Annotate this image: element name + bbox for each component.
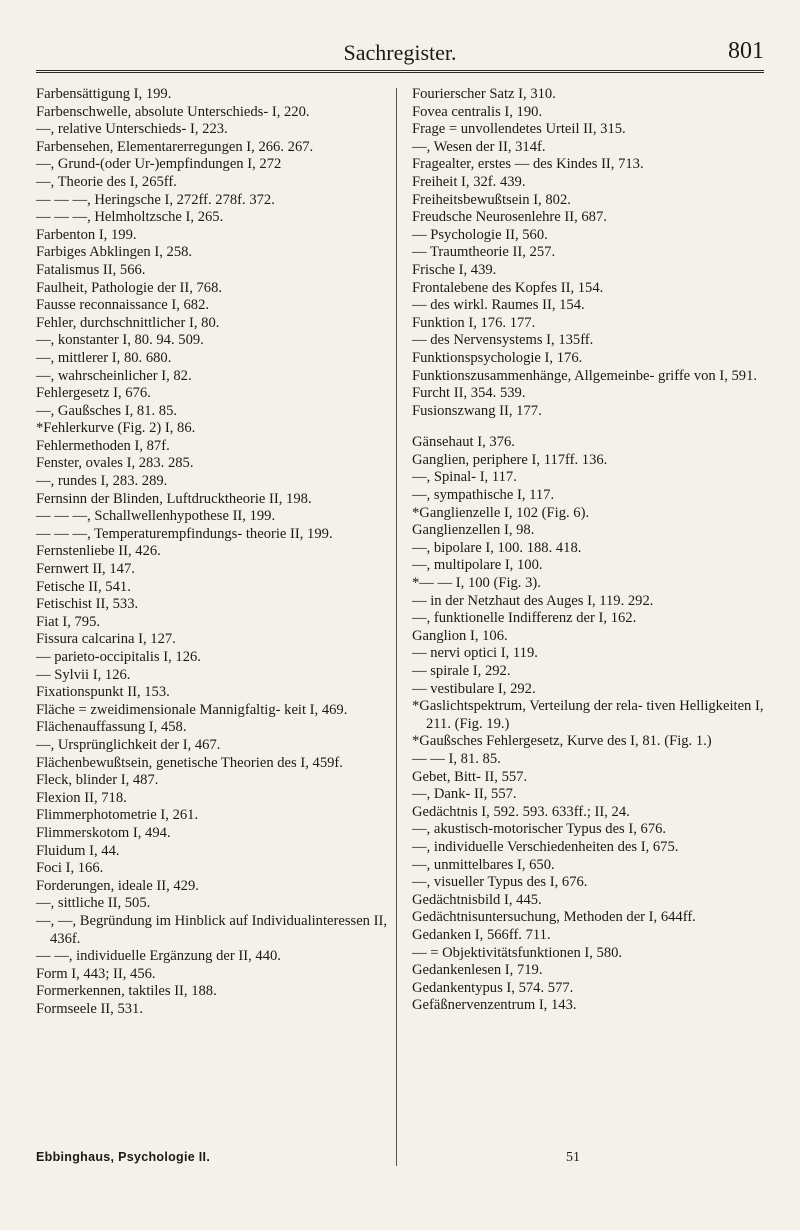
- index-entry: Fatalismus II, 566.: [36, 261, 146, 278]
- index-entry: Frische I, 439.: [412, 261, 497, 278]
- index-entry: Funktion I, 176. 177.: [412, 314, 536, 331]
- index-entry: — vestibulare I, 292.: [412, 680, 536, 697]
- index-entry: — — —, Heringsche I, 272ff. 278f. 372.: [36, 191, 275, 208]
- column-divider: [396, 88, 397, 1166]
- index-entry: —, relative Unterschieds- I, 223.: [36, 121, 228, 138]
- index-entry: —, Dank- II, 557.: [412, 786, 517, 803]
- index-entry: Fusionszwang II, 177.: [412, 402, 542, 419]
- index-entry: Gefäßnervenzentrum I, 143.: [412, 997, 577, 1014]
- index-entry: — — —, Helmholtzsche I, 265.: [36, 209, 224, 226]
- index-entry: —, Grund-(oder Ur-)empfindungen I, 272: [36, 156, 282, 173]
- index-entry: —, sympathische I, 117.: [412, 487, 555, 504]
- index-entry: Fehlergesetz I, 676.: [36, 385, 151, 402]
- index-entry: Gedächtnisbild I, 445.: [412, 891, 542, 908]
- index-entry: — —, individuelle Ergänzung der II, 440.: [36, 948, 281, 965]
- index-entry: — nervi optici I, 119.: [412, 645, 538, 662]
- index-entry: Fernsinn der Blinden, Luftdrucktheorie II, 198.: [36, 490, 312, 507]
- index-entry: — — I, 81. 85.: [412, 750, 501, 767]
- header-rule: [36, 70, 764, 73]
- index-entry: *— — I, 100 (Fig. 3).: [412, 575, 541, 592]
- index-entry: — des Nervensystems I, 135ff.: [412, 332, 594, 349]
- index-entry: —, Spinal- I, 117.: [412, 469, 517, 486]
- index-entry: Form I, 443; II, 456.: [36, 965, 156, 982]
- index-entry: Fiat I, 795.: [36, 613, 101, 630]
- index-entry: —, mittlerer I, 80. 680.: [36, 349, 172, 366]
- index-entry: Fissura calcarina I, 127.: [36, 631, 176, 648]
- index-entry: — — —, Schallwellenhypothese II, 199.: [36, 508, 276, 525]
- index-entry: Flächenauffassung I, 458.: [36, 719, 187, 736]
- index-entry: —, unmittelbares I, 650.: [412, 856, 555, 873]
- index-entry: Faulheit, Pathologie der II, 768.: [36, 279, 223, 296]
- index-entry: Gedächtnisuntersuchung, Methoden der I, 644ff.: [412, 909, 696, 926]
- index-entry: Fläche = zweidimensionale Mannigfaltig- keit I, 469.: [36, 701, 348, 718]
- index-entry: *Gaslichtspektrum, Verteilung der rela- tiven Helligkeiten I, 211. (Fig. 19.): [412, 698, 764, 732]
- page-number: 801: [728, 38, 764, 64]
- index-entry: Ganglienzellen I, 98.: [412, 522, 535, 539]
- index-entry: —, Theorie des I, 265ff.: [36, 173, 177, 190]
- index-entry: — — —, Temperaturempfindungs- theorie II, 199.: [36, 525, 333, 542]
- signature-mark: 51: [566, 1150, 580, 1165]
- index-entry: Forderungen, ideale II, 429.: [36, 877, 199, 894]
- index-entry: Freiheit I, 32f. 439.: [412, 173, 526, 190]
- index-entry: Farbensättigung I, 199.: [36, 86, 172, 102]
- index-entry: Fixationspunkt II, 153.: [36, 684, 170, 701]
- index-entry: Flächenbewußtsein, genetische Theorien des I, 459f.: [36, 754, 343, 771]
- index-entry: — parieto-occipitalis I, 126.: [36, 649, 201, 665]
- index-entry: —, funktionelle Indifferenz der I, 162.: [412, 610, 637, 627]
- index-entry: Gedächtnis I, 592. 593. 633ff.; II, 24.: [412, 803, 630, 820]
- index-entry: — Sylvii I, 126.: [36, 666, 131, 683]
- index-entry: — Traumtheorie II, 257.: [412, 244, 556, 261]
- index-entry: — des wirkl. Raumes II, 154.: [412, 297, 585, 314]
- index-entry: Farbensehen, Elementarerregungen I, 266. 267.: [36, 138, 314, 155]
- index-entry: Gedanken I, 566ff. 711.: [412, 926, 551, 943]
- index-entry: Freiheitsbewußtsein I, 802.: [412, 191, 571, 208]
- page-header: [36, 34, 764, 74]
- index-column-right: [412, 86, 770, 1015]
- index-entry: Fragealter, erstes — des Kindes II, 713.: [412, 156, 644, 173]
- index-entry: Gedankenlesen I, 719.: [412, 962, 543, 979]
- index-entry: Formseele II, 531.: [36, 1000, 143, 1017]
- index-entry: —, rundes I, 283. 289.: [36, 473, 168, 490]
- index-entry: Funktionspsychologie I, 176.: [412, 349, 583, 366]
- index-entry: Flexion II, 718.: [36, 789, 127, 806]
- index-column-left: [36, 86, 391, 1018]
- index-entry: — = Objektivitätsfunktionen I, 580.: [412, 944, 623, 961]
- index-entry: Fernstenliebe II, 426.: [36, 543, 161, 560]
- index-entry: — in der Netzhaut des Auges I, 119. 292.: [412, 592, 654, 609]
- index-entry: Flimmerskotom I, 494.: [36, 824, 171, 841]
- index-entry: Fleck, blinder I, 487.: [36, 772, 159, 789]
- index-entry: Fetische II, 541.: [36, 578, 131, 595]
- index-entry: Fernwert II, 147.: [36, 561, 135, 578]
- publisher-note: Ebbinghaus, Psychologie II.: [36, 1150, 211, 1164]
- index-entry: —, Wesen der II, 314f.: [412, 138, 546, 155]
- index-entry: Fenster, ovales I, 283. 285.: [36, 455, 194, 472]
- index-entry: —, Gaußsches I, 81. 85.: [36, 402, 178, 419]
- index-entry: —, visueller Typus des I, 676.: [412, 874, 588, 891]
- index-entry: Fovea centralis I, 190.: [412, 103, 543, 120]
- index-entry: — Psychologie II, 560.: [412, 226, 548, 243]
- index-entry: — spirale I, 292.: [412, 663, 511, 679]
- index-entry: *Ganglienzelle I, 102 (Fig. 6).: [412, 504, 590, 521]
- index-entry: Frage = unvollendetes Urteil II, 315.: [412, 121, 626, 138]
- index-entry: —, Ursprünglichkeit der I, 467.: [36, 736, 221, 753]
- index-entry: Formerkennen, taktiles II, 188.: [36, 983, 217, 1000]
- index-entry: —, konstanter I, 80. 94. 509.: [36, 332, 204, 349]
- index-entry: Ganglien, periphere I, 117ff. 136.: [412, 451, 608, 468]
- index-entry: *Fehlerkurve (Fig. 2) I, 86.: [36, 420, 196, 437]
- index-entry: Fausse reconnaissance I, 682.: [36, 297, 210, 314]
- index-entry: Ganglion I, 106.: [412, 627, 508, 644]
- index-entry: Freudsche Neurosenlehre II, 687.: [412, 209, 607, 226]
- index-entry: Gedankentypus I, 574. 577.: [412, 979, 574, 996]
- index-entry: —, bipolare I, 100. 188. 418.: [412, 539, 582, 556]
- index-entry: Gebet, Bitt- II, 557.: [412, 768, 528, 785]
- index-entry: Fourierscher Satz I, 310.: [412, 86, 556, 102]
- index-entry: Farbenschwelle, absolute Unterschieds- I, 220.: [36, 103, 310, 120]
- index-entry: *Gaußsches Fehlergesetz, Kurve des I, 81. (Fig. 1.): [412, 733, 712, 750]
- index-entry: Gänsehaut I, 376.: [412, 434, 515, 451]
- index-entry: Frontalebene des Kopfes II, 154.: [412, 279, 604, 296]
- index-entry: Funktionszusammenhänge, Allgemeinbe- griffe von I, 591.: [412, 367, 758, 384]
- index-entry: Farbiges Abklingen I, 258.: [36, 244, 193, 261]
- page-title: Sachregister.: [343, 40, 457, 65]
- index-entry: —, sittliche II, 505.: [36, 895, 151, 912]
- index-entry: —, wahrscheinlicher I, 82.: [36, 367, 192, 384]
- index-entry: —, individuelle Verschiedenheiten des I, 675.: [412, 838, 679, 855]
- index-entry: Furcht II, 354. 539.: [412, 385, 526, 402]
- index-entry: Fetischist II, 533.: [36, 596, 139, 613]
- index-entry: Fehlermethoden I, 87f.: [36, 437, 170, 454]
- index-entry: Farbenton I, 199.: [36, 226, 137, 243]
- index-entry: Fehler, durchschnittlicher I, 80.: [36, 314, 220, 331]
- index-entry: —, akustisch-motorischer Typus des I, 676.: [412, 821, 667, 838]
- index-entry: —, multipolare I, 100.: [412, 557, 543, 574]
- index-entry: Fluidum I, 44.: [36, 842, 120, 859]
- index-entry: —, —, Begründung im Hinblick auf Individualinteressen II, 436f.: [36, 912, 387, 947]
- index-entry: Foci I, 166.: [36, 860, 104, 877]
- index-entry: Flimmerphotometrie I, 261.: [36, 807, 199, 824]
